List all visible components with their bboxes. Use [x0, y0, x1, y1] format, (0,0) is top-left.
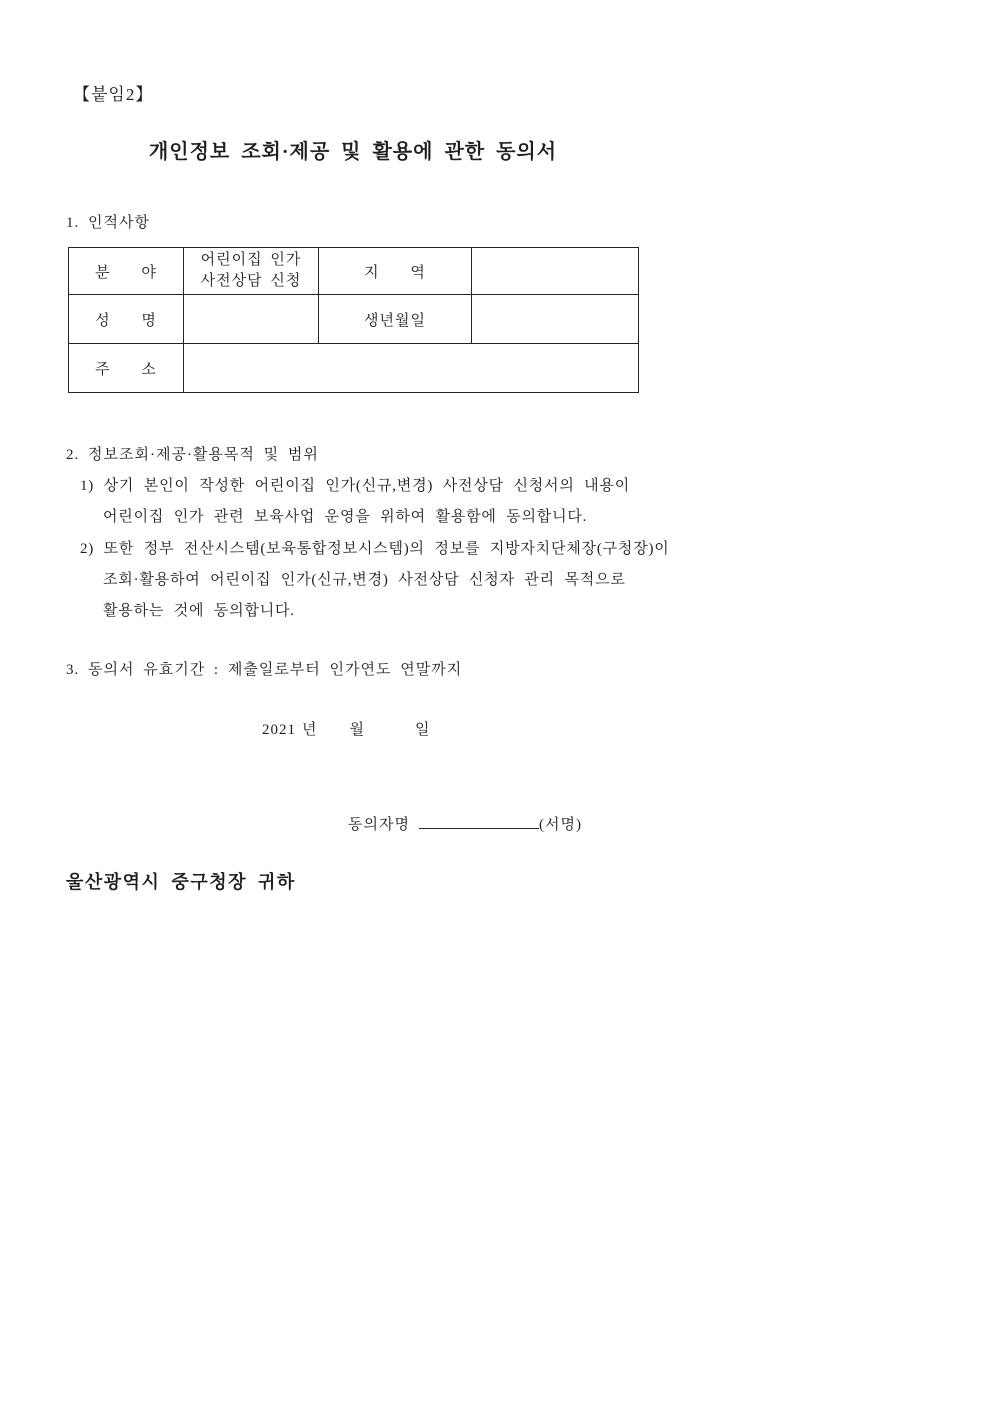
- section-3-heading: 3. 동의서 유효기간 : 제출일로부터 인가연도 연말까지: [66, 662, 463, 678]
- signature-line: [348, 813, 582, 834]
- table-row: [69, 295, 639, 344]
- signature-blank-underline: [419, 814, 539, 829]
- section-1-heading: 1. 인적사항: [66, 215, 150, 231]
- category-value-cell: [184, 248, 319, 295]
- address-label-cell: 주 소: [69, 344, 184, 393]
- date-year-unit: 년: [302, 722, 318, 738]
- signature-suffix: (서명): [538, 817, 582, 833]
- document-title: 개인정보 조회·제공 및 활용에 관한 동의서: [148, 141, 558, 163]
- date-year: 2021: [262, 722, 296, 738]
- name-label-cell: 성 명: [69, 295, 184, 344]
- signer-name-label: 동의자명: [348, 817, 410, 833]
- consent-item-2-line-2: 조회·활용하여 어린이집 인가(신규,변경) 사전상담 신청자 관리 목적으로: [103, 572, 626, 588]
- consent-item-1-line-1: 1) 상기 본인이 작성한 어린이집 인가(신규,변경) 사전상담 신청서의 내용이: [80, 478, 631, 494]
- consent-item-2-line-3: 활용하는 것에 동의합니다.: [103, 603, 295, 619]
- consent-item-1-line-2: 어린이집 인가 관련 보육사업 운영을 위하여 활용함에 동의합니다.: [103, 509, 588, 525]
- category-label-cell: 분 야: [69, 248, 184, 295]
- birthdate-label-cell: 생년월일: [319, 295, 472, 344]
- name-value-cell: [184, 295, 319, 344]
- consent-item-2-line-1: 2) 또한 정부 전산시스템(보육통합정보시스템)의 정보를 지방자치단체장(구청장)이: [80, 541, 670, 557]
- table-row: [69, 344, 639, 393]
- category-value-line2: 사전상담 신청: [200, 273, 302, 289]
- date-day-unit: 일: [415, 722, 431, 738]
- attachment-label: 【붙임2】: [73, 85, 154, 104]
- birthdate-value-cell: [472, 295, 639, 344]
- region-value-cell: [472, 248, 639, 295]
- section-2-heading: 2. 정보조회·제공·활용목적 및 범위: [66, 447, 319, 463]
- region-label-cell: 지 역: [319, 248, 472, 295]
- recipient-line: 울산광역시 중구청장 귀하: [66, 872, 296, 892]
- address-value-cell: [184, 344, 639, 393]
- personal-info-table: [68, 247, 639, 393]
- date-month-unit: 월: [349, 722, 365, 738]
- table-row: [69, 248, 639, 295]
- date-line: [262, 718, 431, 739]
- category-value-line1: 어린이집 인가: [200, 252, 302, 268]
